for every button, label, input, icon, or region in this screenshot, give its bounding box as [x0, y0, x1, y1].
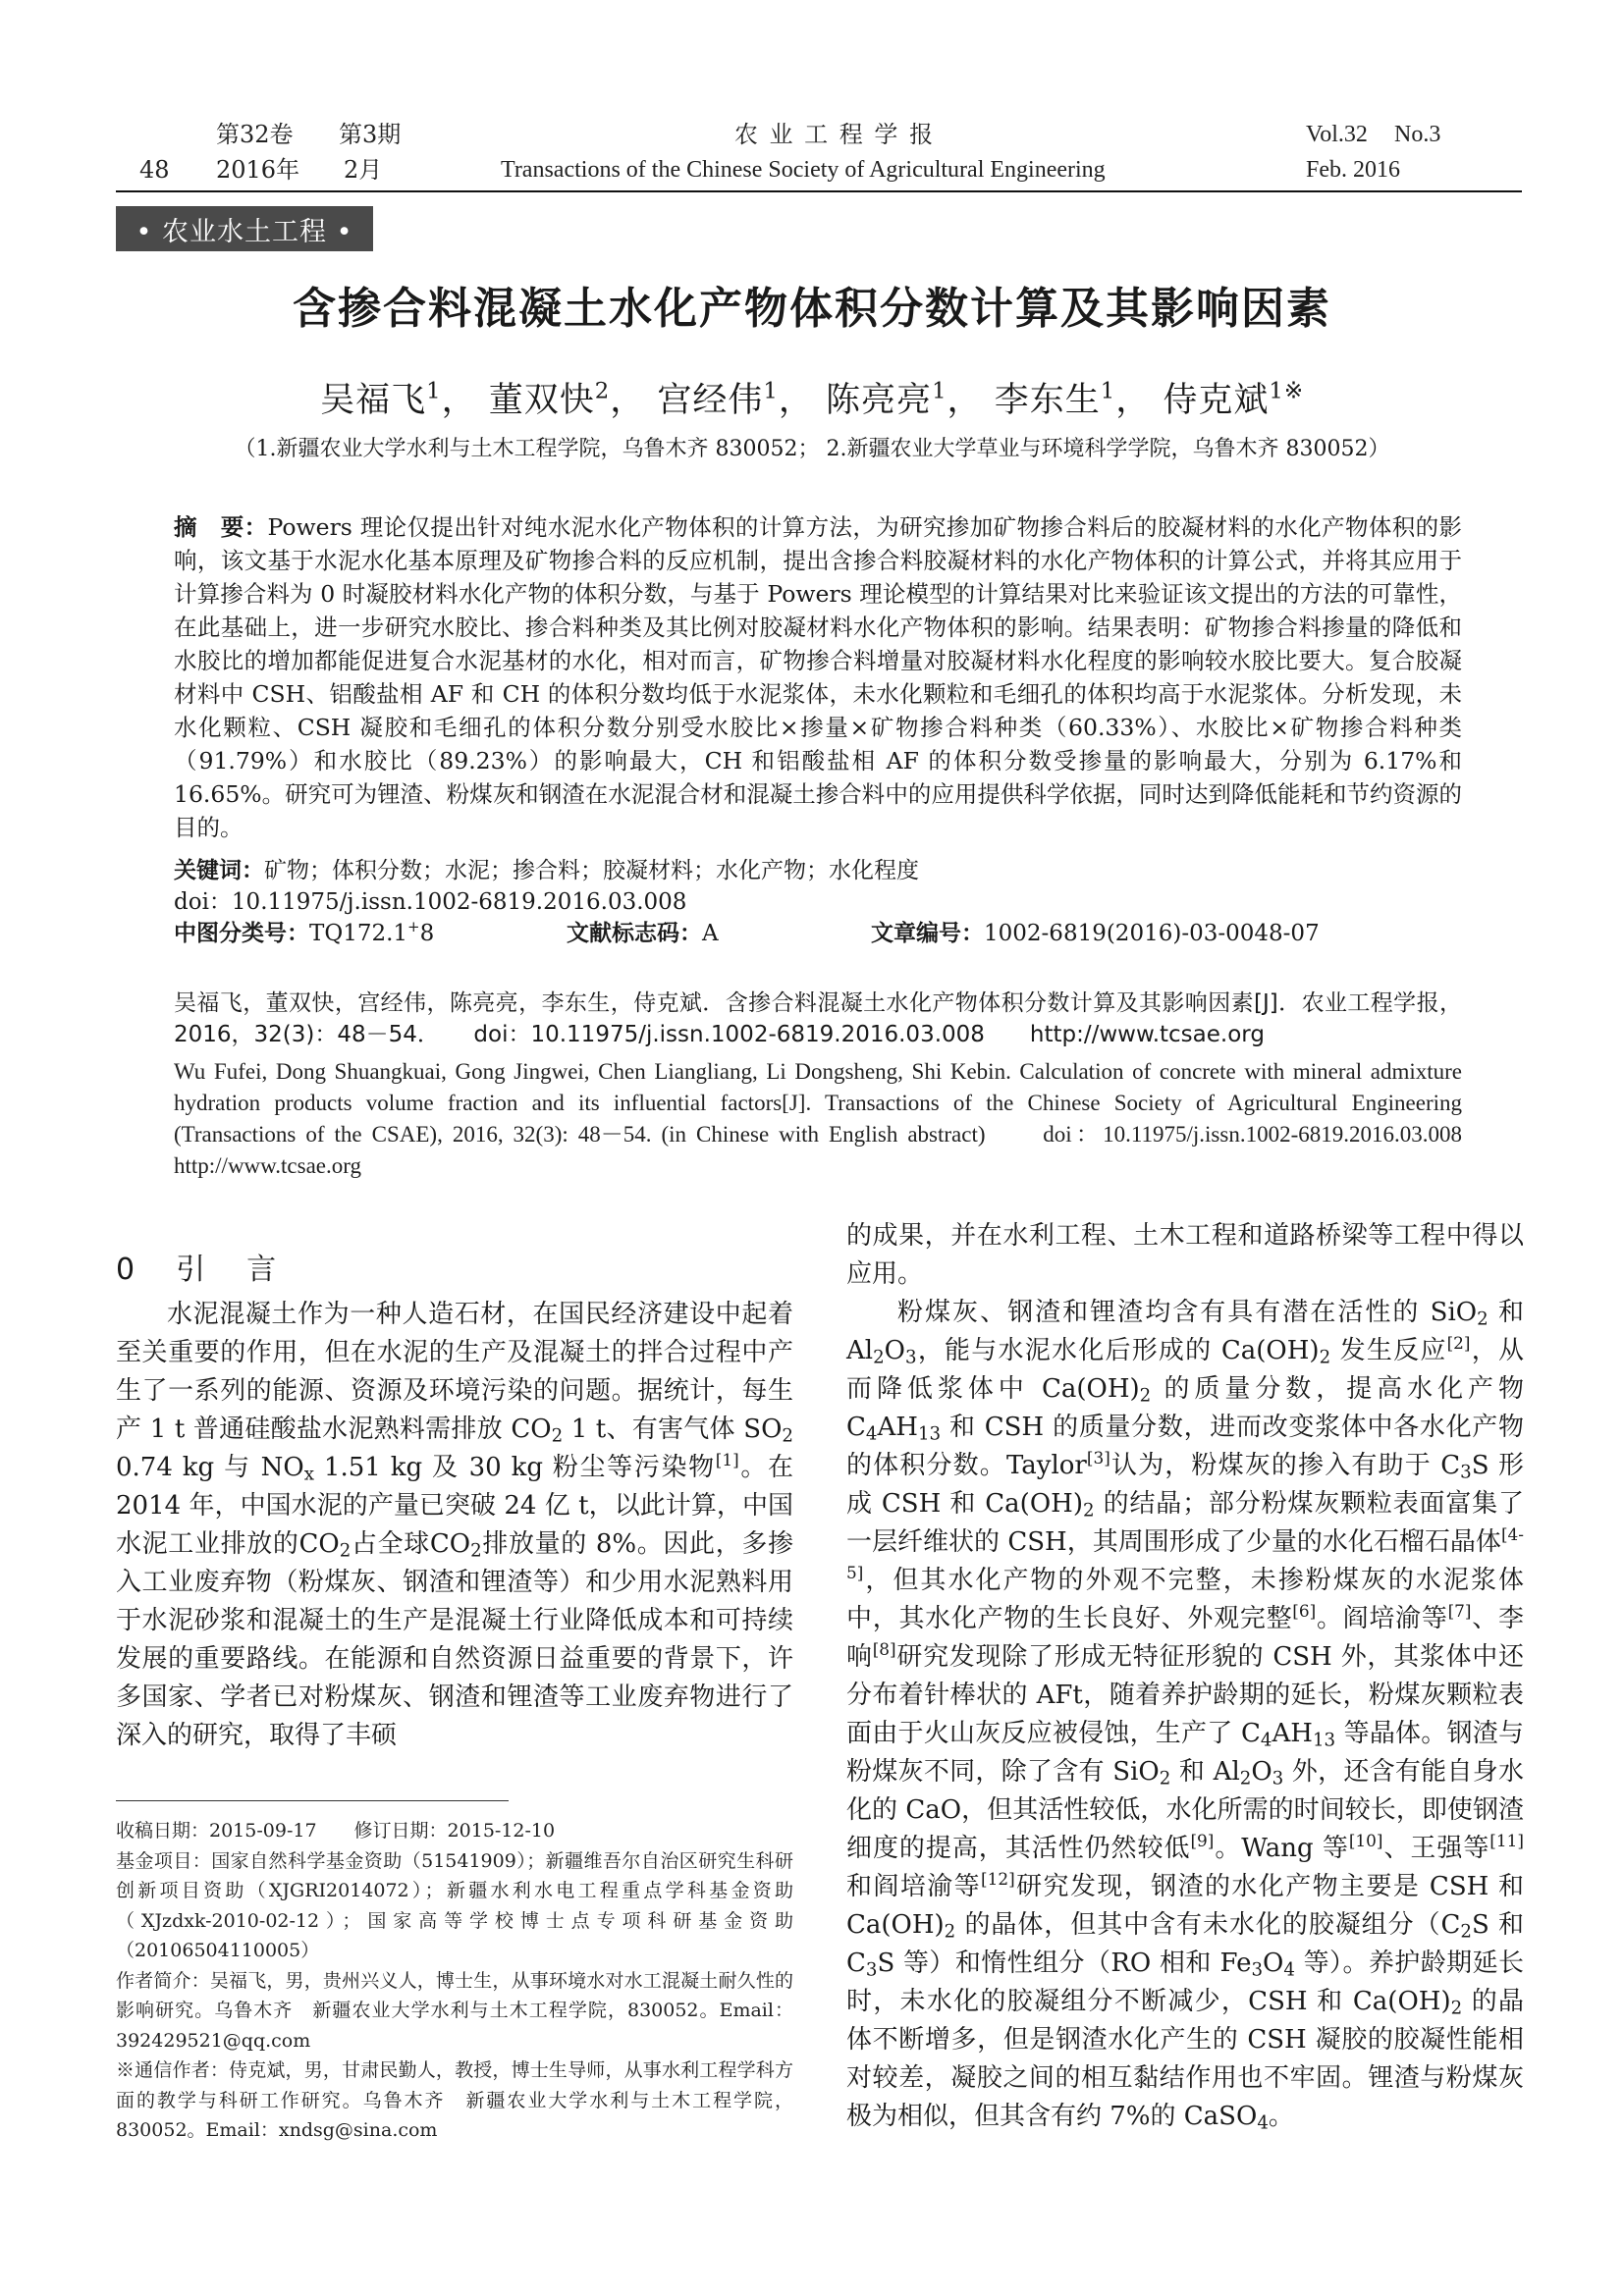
corresponding-author: ※通信作者：侍克斌，男，甘肃民勤人，教授，博士生导师，从事水利工程学科方面的教学与科研工作研究。乌鲁木齐 新疆农业大学水利与土木工程学院，830052。Email：xndsg@sina.com	[116, 2059, 793, 2141]
keywords-label: 关键词：	[174, 858, 264, 883]
author-affil-mark: 1	[1100, 378, 1116, 404]
received-date: 收稿日期：2015-09-17 修订日期：2015-12-10	[116, 1820, 556, 1842]
ref-mark: [8]	[872, 1638, 896, 1659]
author-affil-mark: 1	[426, 378, 442, 404]
ref-mark: [11]	[1489, 1830, 1524, 1850]
author-affil-mark: 2	[594, 378, 611, 404]
footnotes	[116, 1816, 793, 2146]
section-banner: • 农业水土工程 •	[116, 206, 373, 251]
author-affil-mark: 1※	[1269, 378, 1304, 404]
author-name: 吴福飞	[320, 381, 427, 420]
paragraph: 水泥混凝土作为一种人造石材，在国民经济建设中起着至关重要的作用，但在水泥的生产及混凝土的拌合过程中产生了一系列的能源、资源及环境污染的问题。据统计，每生产 1 t 普通硅酸盐水泥熟料需排放 $CO_2$ 1 t、有害气体 $SO_2$ 0.74 kg 与 $NO_x$ 1.51 kg 及 30 kg 粉尘等污染物[1]。在 2014 年，中国水泥的产量已突破 24 亿 t，以此计算，中国水泥工业排放的$CO_2$占全球$CO_2$排放量的 8%。因此，多掺入工业废弃物（粉煤灰、钢渣和锂渣等）和少用水泥熟料用于水泥砂浆和混凝土的生产是混凝土行业降低成本和可持续发展的重要路线。在能源和自然资源日益重要的背景下，许多国家、学者已对粉煤灰、钢渣和锂渣等工业废弃物进行了深入的研究，取得了丰硕	[116, 1300, 793, 1750]
journal-name-cn: 农 业 工 程 学 报	[733, 121, 936, 148]
article-no-value: 1002-6819(2016)-03-0048-07	[984, 921, 1320, 946]
abstract-label: 摘 要：	[174, 513, 268, 541]
clc-code: TQ172.1	[309, 921, 408, 946]
paper-title: 含掺合料混凝土水化产物体积分数计算及其影响因素	[293, 284, 1331, 334]
author-name: 宫经伟	[657, 381, 764, 420]
affiliations: （1.新疆农业大学水利与土木工程学院，乌鲁木齐 830052； 2.新疆农业大学草业与环境科学学院，乌鲁木齐 830052）	[234, 437, 1390, 461]
doc-code-value: A	[702, 921, 719, 946]
paragraph: 粉煤灰、钢渣和锂渣均含有具有潜在活性的 SiO$_2$ 和 $Al_2O_3$，能与水泥水化后形成的 $Ca(OH)_2$ 发生反应[2]，从而降低浆体中 $Ca(OH)_2$ 的质量分数，提高水化产物 $C_4AH_{13}$ 和 CSH 的质量分数，进而改变浆体中各水化产物的体积分数。Taylor[3]认为，粉煤灰的掺入有助于 $C_3S$ 形成 CSH 和 $Ca(OH)_2$ 的结晶；部分粉煤灰颗粒表面富集了一层纤维状的 CSH，其周围形成了少量的水化石榴石晶体[4-5]，但其水化产物的外观不完整，未掺粉煤灰的水泥浆体中，其水化产物的生长良好、外观完整[6]。阎培渝等[7]、李响[8]研究发现除了形成无特征形貌的 CSH 外，其浆体中还分布着针棒状的 AFt，随着养护龄期的延长，粉煤灰颗粒表面由于火山灰反应被侵蚀，生产了 $C_4AH_{13}$ 等晶体。钢渣与粉煤灰不同，除了含有 SiO$_2$ 和 $Al_2O_3$ 外，还含有能自身水化的 CaO，但其活性较低，水化所需的时间较长，即使钢渣细度的提高，其活性仍然较低[9]。Wang 等[10]、王强等[11]和阎培渝等[12]研究发现，钢渣的水化产物主要是 CSH 和 $Ca(OH)_2$ 的晶体，但其中含有未水化的胶凝组分（$C_2S$ 和 $C_3S$ 等）和惰性组分（RO 相和 $Fe_3O_4$ 等）。养护龄期延长时，未水化的胶凝组分不断减少，CSH 和 $Ca(OH)_2$ 的晶体不断增多，但是钢渣水化产生的 CSH 凝胶的胶凝性能相对较差，凝胶之间的相互黏结作用也不牢固。锂渣与粉煤灰极为相似，但其含有约 7%的 CaSO$_4$。	[846, 1298, 1525, 2134]
right-column	[846, 1217, 1524, 2136]
author-name: 李东生	[994, 381, 1101, 420]
ref-mark: [6]	[1292, 1600, 1317, 1621]
ref-mark: [2]	[1446, 1332, 1471, 1353]
ref-mark: [12]	[981, 1868, 1015, 1889]
volume: 第32卷	[216, 121, 294, 148]
author-name: 陈亮亮	[826, 381, 933, 420]
author-affil-mark: 1	[932, 378, 947, 404]
ref-mark: [9]	[1190, 1830, 1215, 1850]
doc-code	[567, 919, 719, 948]
header-rule	[116, 190, 1522, 192]
classification-row	[174, 919, 1462, 948]
author-separator: ，	[778, 381, 814, 420]
ref-mark: [1]	[715, 1449, 739, 1469]
clc-label: 中图分类号：	[174, 921, 309, 946]
ref-mark: [10]	[1348, 1830, 1383, 1850]
author-name: 董双快	[488, 381, 595, 420]
clc-sup: +	[407, 918, 420, 936]
citation-cn: 吴福飞，董双快，宫经伟，陈亮亮，李东生，侍克斌．含掺合料混凝土水化产物体积分数计算及其影响因素[J]．农业工程学报，2016，32(3)：48－54． doi：10.11975/j.issn.1002-6819.2016.03.008 http://www.tcsae.org	[174, 990, 1462, 1047]
ref-mark: [4-5]	[846, 1523, 1524, 1582]
issue: 第3期	[339, 121, 402, 148]
issue-en: No.3	[1394, 122, 1441, 147]
fund-info: 基金项目：国家自然科学基金资助（51541909）；新疆维吾尔自治区研究生科研创新项目资助（XJGRI2014072）；新疆水利水电工程重点学科基金资助（XJzdxk-2010-02-12）；国家高等学校博士点专项科研基金资助（20106504110005）	[116, 1849, 793, 1961]
keywords	[174, 856, 1462, 885]
doc-code-label: 文献标志码：	[567, 921, 702, 946]
citation-en: Wu Fufei, Dong Shuangkuai, Gong Jingwei, Chen Liangliang, Li Dongsheng, Shi Kebin. Calculation of concrete with mineral admixture hydration products volume fraction and its influential factors[J]. Transactions of the Chinese Society of Agricultural Engineering (Transactions of the CSAE), 2016, 32(3): 48－54. (in Chinese with English abstract) doi：10.11975/j.issn.1002-6819.2016.03.008 http://www.tcsae.org	[174, 1059, 1485, 1178]
author-name: 侍克斌	[1163, 381, 1270, 420]
section-heading-intro: 0 引 言	[116, 1253, 283, 1287]
month: 2月	[344, 156, 383, 184]
page-number: 48	[139, 156, 170, 184]
clc-tail: 8	[419, 921, 435, 946]
author-separator: ，	[610, 381, 646, 420]
abstract	[174, 510, 1462, 844]
doi: doi：10.11975/j.issn.1002-6819.2016.03.008	[174, 889, 687, 915]
footnote-rule	[116, 1800, 509, 1801]
keywords-text: 矿物；体积分数；水泥；掺合料；胶凝材料；水化产物；水化程度	[264, 858, 919, 883]
article-number	[871, 919, 1320, 948]
abstract-text: Powers 理论仅提出针对纯水泥水化产物体积的计算方法，为研究掺加矿物掺合料后的胶凝材料的水化产物体积的影响，该文基于水泥水化基本原理及矿物掺合料的反应机制，提出含掺合料胶凝材料的水化产物体积的计算公式，并将其应用于计算掺合料为 0 时凝胶材料水化产物的体积分数，与基于 Powers 理论模型的计算结果对比来验证该文提出的方法的可靠性，在此基础上，进一步研究水胶比、掺合料种类及其比例对胶凝材料水化产物体积的影响。结果表明：矿物掺合料掺量的降低和水胶比的增加都能促进复合水泥基材的水化，相对而言，矿物掺合料增量对胶凝材料水化程度的影响较水胶比要大。复合胶凝材料中 CSH、铝酸盐相 AF 和 CH 的体积分数均低于水泥浆体，未水化颗粒和毛细孔的体积均高于水泥浆体。分析发现，未水化颗粒、CSH 凝胶和毛细孔的体积分数分别受水胶比×掺量×矿物掺合料种类（60.33%）、水胶比×矿物掺合料种类（91.79%）和水胶比（89.23%）的影响最大，CH 和铝酸盐相 AF 的体积分数受掺量的影响最大，分别为 6.17%和 16.65%。研究可为锂渣、粉煤灰和钢渣在水泥混合材和混凝土掺合料中的应用提供科学依据，同时达到降低能耗和节约资源的目的。	[174, 513, 1462, 841]
ref-mark: [3]	[1086, 1447, 1110, 1468]
author-bio: 作者简介：吴福飞，男，贵州兴义人，博士生，从事环境水对水工混凝土耐久性的影响研究。乌鲁木齐 新疆农业大学水利与土木工程学院，830052。Email：392429521@qq.com	[116, 1969, 793, 2052]
author-list	[0, 373, 1624, 422]
author-separator: ，	[441, 381, 477, 420]
volume-en: Vol.32	[1306, 122, 1368, 147]
author-separator: ，	[1115, 381, 1152, 420]
date-en: Feb. 2016	[1306, 157, 1400, 183]
left-column	[116, 1296, 793, 1755]
author-separator: ，	[947, 381, 983, 420]
year: 2016年	[216, 156, 300, 184]
journal-name-en: Transactions of the Chinese Society of Agricultural Engineering	[501, 157, 1106, 183]
author-affil-mark: 1	[763, 378, 779, 404]
paragraph: 的成果，并在水利工程、土木工程和道路桥梁等工程中得以应用。	[846, 1221, 1524, 1289]
article-no-label: 文章编号：	[871, 921, 984, 946]
ref-mark: [7]	[1447, 1600, 1472, 1621]
